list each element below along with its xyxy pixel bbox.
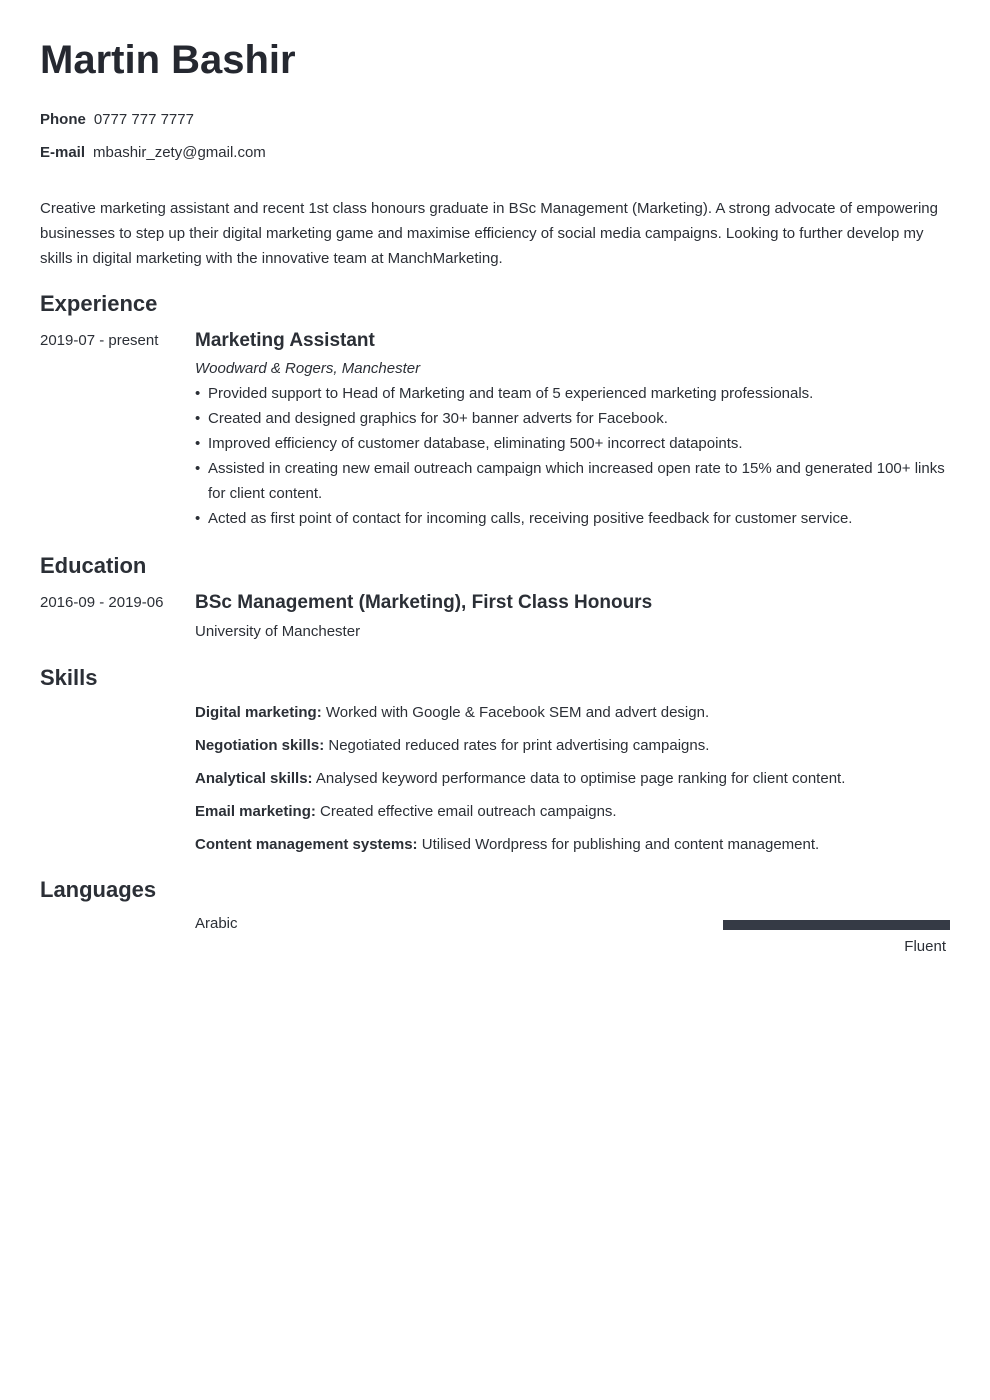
- skill-name: Digital marketing:: [195, 704, 322, 721]
- skill-desc: Negotiated reduced rates for print advertising campaigns.: [328, 737, 710, 754]
- phone-label: Phone: [40, 111, 86, 128]
- skill-desc: Created effective email outreach campaigns.: [320, 803, 617, 820]
- job-title: Marketing Assistant: [195, 330, 375, 351]
- skill-desc: Worked with Google & Facebook SEM and advert design.: [325, 704, 710, 721]
- experience-bullets: [195, 381, 950, 531]
- language-proficiency-fill: [723, 920, 950, 930]
- experience-heading: Experience: [40, 291, 158, 316]
- school-name: University of Manchester: [195, 623, 361, 640]
- email-label: E-mail: [40, 144, 86, 161]
- skills-heading: Skills: [40, 665, 98, 690]
- language-name: Arabic: [195, 915, 238, 932]
- languages-heading: Languages: [40, 877, 157, 902]
- language-level: Fluent: [904, 938, 946, 955]
- skill-desc: Utilised Wordpress for publishing and content management.: [421, 836, 820, 853]
- company-name: Woodward & Rogers, Manchester: [195, 360, 421, 377]
- experience-date: 2019-07 - present: [40, 332, 159, 349]
- phone-row: [40, 110, 194, 130]
- skill-name: Content management systems:: [195, 836, 418, 853]
- list-item: [195, 735, 950, 757]
- list-item: [195, 702, 950, 724]
- experience-entry: [195, 329, 950, 531]
- skills-list: [195, 702, 950, 867]
- email-row: [40, 143, 266, 163]
- education-date: 2016-09 - 2019-06: [40, 594, 164, 611]
- email-value: mbashir_zety@gmail.com: [93, 144, 266, 161]
- list-item: • Created and designed graphics for 30+ banner adverts for Facebook.: [195, 406, 950, 431]
- skill-desc: Analysed keyword performance data to optimise page ranking for client content.: [315, 770, 846, 787]
- language-proficiency-bar: [723, 920, 950, 930]
- education-heading: Education: [40, 553, 147, 578]
- phone-value: 0777 777 7777: [93, 111, 194, 128]
- education-entry: [195, 591, 950, 643]
- list-item: • Improved efficiency of customer database, eliminating 500+ incorrect datapoints.: [195, 431, 950, 456]
- skill-name: Email marketing:: [195, 803, 316, 820]
- list-item: • Acted as first point of contact for incoming calls, receiving positive feedback for customer service.: [195, 506, 950, 531]
- list-item: • Provided support to Head of Marketing and team of 5 experienced marketing professionals.: [195, 381, 950, 406]
- skill-name: Analytical skills:: [195, 770, 313, 787]
- list-item: [195, 768, 950, 790]
- list-item: • Assisted in creating new email outreach campaign which increased open rate to 15% and generated 100+ links for client content.: [195, 456, 950, 506]
- degree-title: BSc Management (Marketing), First Class Honours: [195, 592, 653, 613]
- list-item: [195, 801, 950, 823]
- profile-summary: Creative marketing assistant and recent 1st class honours graduate in BSc Management (Marketing). A strong advocate of empowering businesses to step up their digital marketing game and maximise efficiency of social media campaigns. Looking to further develop my skills in digital marketing with the innovative team at ManchMarketing.: [40, 200, 938, 267]
- list-item: [195, 834, 950, 856]
- skill-name: Negotiation skills:: [195, 737, 325, 754]
- candidate-name: Martin Bashir: [40, 38, 296, 82]
